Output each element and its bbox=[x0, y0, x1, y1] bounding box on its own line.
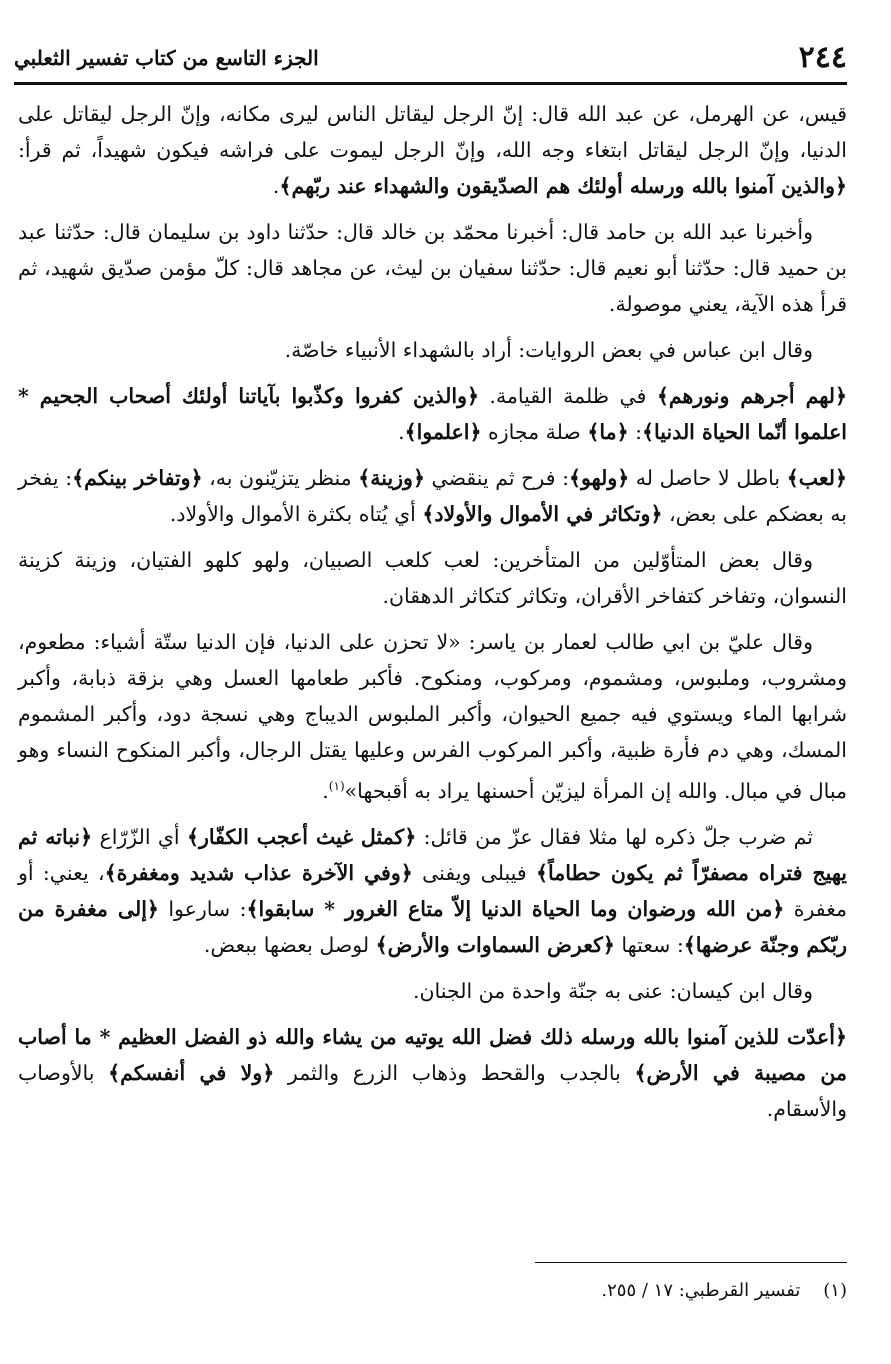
text-run: بالأوصاب والأسقام. bbox=[18, 1060, 847, 1121]
text-run: منظر يتزيّنون به، bbox=[202, 466, 359, 490]
page-header bbox=[14, 38, 847, 85]
paragraph bbox=[18, 624, 847, 809]
text-run: وقال ابن كيسان: عنى به جنّة واحدة من الجنان. bbox=[412, 978, 813, 1003]
quran-quote: ﴿والذين كفروا وكذّبوا بآياتنا أولئك أصحاب الجحيم * اعلموا أنّما الحياة الدنيا﴾ bbox=[18, 384, 847, 444]
text-run: لوصل بعضها ببعض. bbox=[203, 932, 376, 957]
quran-quote: ﴿كعرض السماوات والأرض﴾ bbox=[375, 932, 615, 957]
footnote-separator bbox=[535, 1262, 847, 1263]
text-run: : سعتها bbox=[614, 932, 684, 957]
text-run: : فرح ثم ينقضي bbox=[424, 466, 570, 490]
quran-quote: ﴿وفي الآخرة عذاب شديد ومغفرة﴾ bbox=[104, 860, 413, 885]
paragraph bbox=[18, 819, 847, 963]
text-run: في ظلمة القيامة. bbox=[478, 384, 657, 408]
paragraph bbox=[18, 332, 847, 368]
quran-quote: ﴿لهم أجرهم ونورهم﴾ bbox=[656, 384, 847, 408]
text-run: . bbox=[272, 174, 280, 198]
text-run: قيس، عن الهرمل، عن عبد الله قال: إنّ الرجل ليقاتل الناس ليرى مكانه، وإنّ الرجل ليقاتل على الدنيا، وإنّ الرجل ليقاتل ابتغاء وجه الله، وإنّ الرجل ليموت على فراشه فيكون شهيداً، ثم قرأ: bbox=[18, 102, 847, 162]
quran-quote: ﴿ولا في أنفسكم﴾ bbox=[108, 1060, 275, 1085]
quran-quote: ﴿لعب﴾ bbox=[786, 466, 847, 490]
quran-quote: ﴿وزينة﴾ bbox=[358, 466, 425, 490]
paragraph bbox=[18, 96, 847, 204]
quran-quote: ﴿من الله ورضوان وما الحياة الدنيا إلاّ متاع الغرور * سابقوا﴾ bbox=[246, 896, 785, 921]
footnote-text: تفسير القرطبي: ١٧ / ٢٥٥. bbox=[601, 1280, 801, 1301]
text-run: : سارعوا bbox=[158, 896, 247, 921]
page-number: ٢٤٤ bbox=[798, 40, 847, 75]
quran-quote: ﴿إلى مغفرة من ربّكم وجنّة عرضها﴾ bbox=[18, 896, 847, 957]
text-run: . bbox=[322, 778, 329, 803]
quran-quote: ﴿كمثل غيث أعجب الكفّار﴾ bbox=[186, 824, 417, 849]
text-run: بالجدب والقحط وذهاب الزرع والثمر bbox=[274, 1060, 635, 1085]
paragraph bbox=[18, 973, 847, 1009]
running-title: الجزء التاسع من كتاب تفسير الثعلبي bbox=[14, 46, 319, 70]
text-run: ، يعني: أو مغفرة bbox=[18, 860, 847, 921]
quran-quote: ﴿اعلموا﴾ bbox=[404, 420, 482, 444]
text-run: أي الزّرّاع bbox=[92, 824, 187, 849]
footnote-marker: (١) bbox=[328, 779, 345, 793]
text-run: صلة مجازه bbox=[481, 420, 588, 444]
text-run: وأخبرنا عبد الله بن حامد قال: أخبرنا محمّد بن خالد قال: حدّثنا داود بن سليمان قال: حدّثنا عبد بن حميد قال: حدّثنا أبو نعيم قال: حدّثنا سفيان بن ليث، عن مجاهد قال: كلّ مؤمن صدّيق شهيد، ثم قرأ هذه الآية، يعني موصولة. bbox=[18, 220, 847, 316]
footnote bbox=[300, 1276, 847, 1306]
quran-quote: ﴿ولهو﴾ bbox=[569, 466, 630, 490]
text-run: : bbox=[628, 420, 643, 444]
quran-quote: ﴿والذين آمنوا بالله ورسله أولئك هم الصدّيقون والشهداء عند ربّهم﴾ bbox=[279, 174, 847, 198]
text-run: وقال بعض المتأوّلين من المتأخرين: لعب كلعب الصبيان، ولهو كلهو الفتيان، وزينة كزينة النسوان، وتفاخر كتفاخر الأقران، وتكاثر كتكاثر الدهقان. bbox=[18, 548, 847, 608]
body-text bbox=[18, 96, 847, 1137]
text-run: فيبلى ويفنى bbox=[412, 860, 536, 885]
paragraph bbox=[18, 378, 847, 450]
paragraph bbox=[18, 214, 847, 322]
footnote-number: (١) bbox=[823, 1280, 847, 1301]
text-run: باطل لا حاصل له bbox=[629, 466, 787, 490]
quran-quote: ﴿وتفاخر بينكم﴾ bbox=[72, 466, 203, 490]
text-run: وقال ابن عباس في بعض الروايات: أراد بالشهداء الأنبياء خاصّة. bbox=[284, 338, 813, 362]
text-run: ثم ضرب جلّ ذكره لها مثلا فقال عزّ من قائل: bbox=[416, 824, 813, 849]
quran-quote: ﴿أعدّت للذين آمنوا بالله ورسله ذلك فضل الله يوتيه من يشاء والله ذو الفضل العظيم * ما أصاب من مصيبة في الأرض﴾ bbox=[18, 1024, 847, 1085]
paragraph bbox=[18, 460, 847, 532]
quran-quote: ﴿نباته ثم يهيج فتراه مصفرّاً ثم يكون حطاماً﴾ bbox=[18, 824, 847, 885]
text-run: . bbox=[398, 420, 405, 444]
text-run: وقال عليّ بن ابي طالب لعمار بن ياسر: «لا تحزن على الدنيا، فإن الدنيا ستّة أشياء: مطعوم، ومشروب، وملبوس، ومشموم، ومركوب، ومنكوح. فأكبر طعامها العسل وهي بزقة ذبابة، وأكبر شرابها الماء ويستوي فيه جميع الحيوان، وأكبر الملبوس الديباج وهي نسجة دود، وأكبر المشموم المسك، وهي دم فأرة ظبية، وأكبر المركوب الفرس وعليها يقتل الرجال، وأكبر المنكوح النساء وهو مبال في مبال. والله إن المرأة ليزيّن أحسنها يراد به أقبحها» bbox=[18, 630, 847, 803]
quran-quote: ﴿وتكاثر في الأموال والأولاد﴾ bbox=[422, 502, 663, 526]
text-run: أي يُتاه بكثرة الأموال والأولاد. bbox=[169, 502, 423, 526]
paragraph bbox=[18, 542, 847, 614]
text-run: : يفخر به بعضكم على بعض، bbox=[18, 466, 847, 526]
paragraph bbox=[18, 1019, 847, 1127]
quran-quote: ﴿ما﴾ bbox=[587, 420, 629, 444]
